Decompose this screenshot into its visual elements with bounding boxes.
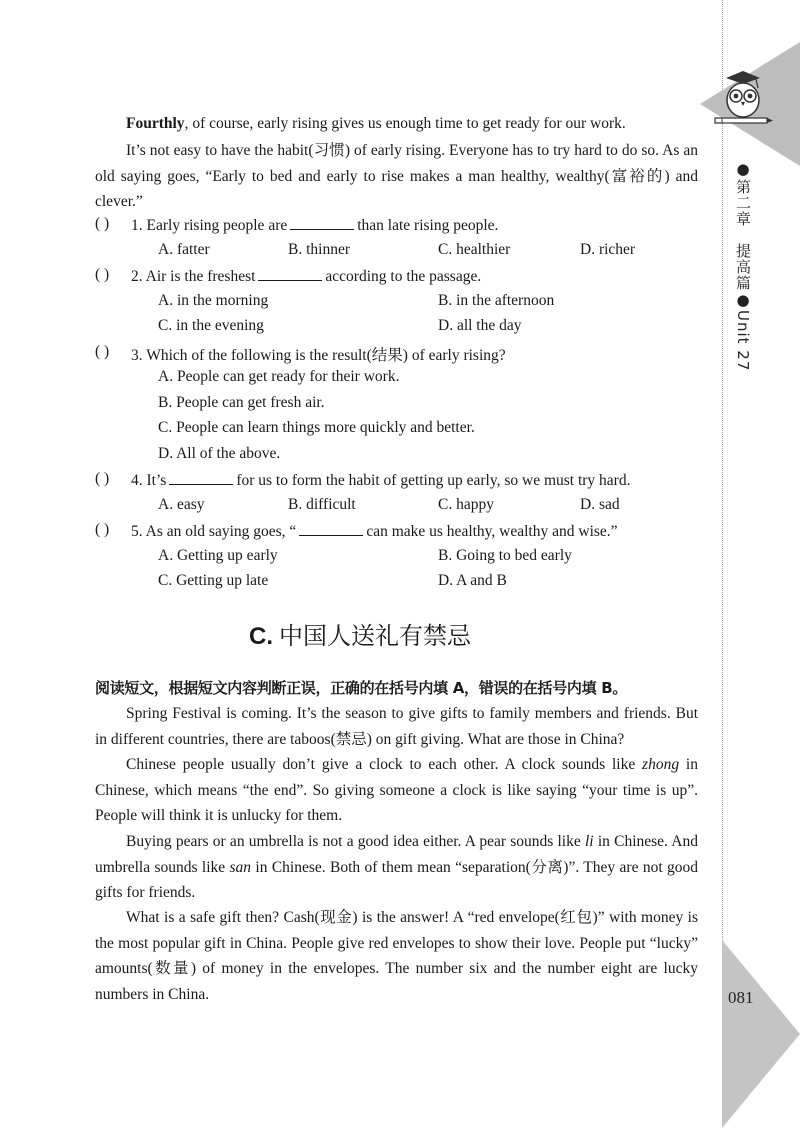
answer-paren-4[interactable]: ( ) — [95, 470, 110, 487]
bottom-tab-triangle — [722, 940, 800, 1128]
section-c-title — [0, 618, 720, 655]
q5-option-b: B. Going to bed early — [438, 547, 572, 564]
q1-option-a: A. fatter — [158, 241, 210, 258]
clock-text-b: in Chinese, which means “the end”. So giving someone a clock is like saying “your time is up”. People will think it is unlucky for them. — [95, 756, 698, 825]
paragraph-clock — [95, 752, 698, 829]
q1-option-b: B. thinner — [288, 241, 350, 258]
pear-text-a: Buying pears or an umbrella is not a good idea either. A pear sounds like — [126, 833, 585, 850]
q4-option-c: C. happy — [438, 496, 494, 513]
pear-text-c: in Chinese. Both of them mean “separation(分离)”. They are not good gifts for friends. — [95, 858, 698, 902]
answer-paren-1[interactable]: ( ) — [95, 215, 110, 232]
paragraph-fourthly — [126, 111, 626, 137]
owl-mascot-icon — [712, 68, 774, 132]
fourthly-rest: , of course, early rising gives us enough time to get ready for our work. — [184, 115, 626, 132]
q1-option-d: D. richer — [580, 241, 636, 258]
clock-pinyin: zhong — [642, 756, 680, 773]
q2-blank[interactable] — [258, 266, 322, 281]
paragraph-spring-festival — [95, 701, 698, 752]
answer-paren-5[interactable]: ( ) — [95, 521, 110, 538]
question-5-stem — [131, 521, 618, 541]
umbrella-pinyin: san — [229, 858, 252, 876]
paragraph-habit — [95, 138, 698, 215]
q3-option-c: C. People can learn things more quickly and better. — [158, 419, 475, 436]
clock-text-a: Chinese people usually don’t give a clock to each other. A clock sounds like — [126, 756, 643, 773]
question-1-stem — [131, 215, 498, 235]
question-3-stem: 3. Which of the following is the result(结果) of early rising? — [131, 347, 506, 364]
q1-pre: 1. Early rising people are — [131, 217, 288, 234]
habit-text: It’s not easy to have the habit(习惯) of early rising. Everyone has to try hard to do so. As an old saying goes, “Early to bed and early to rise makes a man healthy, wealthy(富裕的) and clever.” — [95, 142, 698, 211]
q2-option-a: A. in the morning — [158, 292, 269, 309]
section-c-title-text: 中国人送礼有禁忌 — [279, 622, 471, 650]
spring-festival-text: Spring Festival is coming. It’s the season to give gifts to family members and friends. But in different countries, there are taboos(禁忌) on gift giving. What are those in China? — [95, 705, 698, 748]
q3-option-a: A. People can get ready for their work. — [158, 368, 400, 385]
paragraph-pears-umbrella — [95, 829, 698, 906]
q2-pre: 2. Air is the freshest — [131, 268, 256, 285]
q4-pre: 4. It’s — [131, 472, 167, 489]
question-4-stem — [131, 470, 630, 490]
section-c-letter: C. — [249, 623, 273, 650]
q4-post: for us to form the habit of getting up early, so we must try hard. — [236, 472, 631, 489]
q5-pre: 5. As an old saying goes, “ — [131, 523, 297, 540]
q2-option-d: D. all the day — [438, 317, 522, 334]
q2-option-c: C. in the evening — [158, 317, 264, 334]
q4-option-d: D. sad — [580, 496, 620, 513]
q3-option-d: D. All of the above. — [158, 445, 281, 462]
answer-paren-3[interactable]: ( ) — [95, 343, 110, 360]
q5-post: can make us healthy, wealthy and wise.” — [366, 523, 618, 540]
q5-option-d: D. A and B — [438, 572, 507, 589]
q4-blank[interactable] — [169, 470, 233, 485]
question-2-stem — [131, 266, 481, 286]
q3-option-b: B. People can get fresh air. — [158, 394, 325, 411]
q5-option-a: A. Getting up early — [158, 547, 278, 564]
q1-blank[interactable] — [290, 215, 354, 230]
cash-text: What is a safe gift then? Cash(现金) is the answer! A “red envelope(红包)” with money is the most popular gift in China. People give red envelopes to show their love. People put “lucky” amounts(数量) of money in the envelopes. The number six and the number eight are lucky numbers in China. — [95, 909, 698, 1003]
pear-pinyin: li — [584, 833, 594, 850]
page-number: 081 — [728, 988, 754, 1007]
q4-option-a: A. easy — [158, 496, 205, 513]
q5-blank[interactable] — [299, 521, 363, 536]
q2-post: according to the passage. — [325, 268, 482, 285]
section-c-instruction: 阅读短文，根据短文内容判断正误，正确的在括号内填 A，错误的在括号内填 B。 — [95, 679, 628, 697]
answer-paren-2[interactable]: ( ) — [95, 266, 110, 283]
pear-text-b: in Chinese. And umbrella sounds like — [95, 833, 698, 876]
q5-option-c: C. Getting up late — [158, 572, 269, 589]
fourthly-bold: Fourthly — [126, 115, 185, 132]
q4-option-b: B. difficult — [288, 496, 356, 513]
q1-post: than late rising people. — [357, 217, 499, 234]
q2-option-b: B. in the afternoon — [438, 292, 555, 309]
paragraph-cash — [95, 905, 698, 1007]
q1-option-c: C. healthier — [438, 241, 511, 258]
chapter-side-label: ●第二章 提高篇●Unit 27 — [734, 160, 752, 372]
